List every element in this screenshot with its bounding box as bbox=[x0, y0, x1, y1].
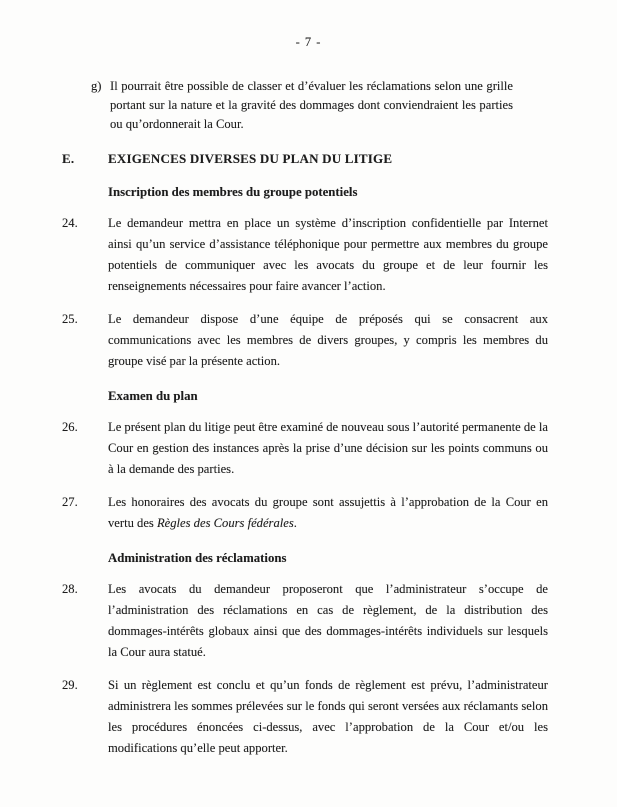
paragraph-27-text-end: . bbox=[293, 516, 297, 530]
paragraph-27-text bbox=[108, 492, 548, 534]
paragraph-24-number: 24. bbox=[62, 216, 78, 230]
subheading-inscription: Inscription des membres du groupe potentiels bbox=[108, 185, 358, 199]
list-item-g-label: g) bbox=[91, 79, 102, 93]
paragraph-28-number: 28. bbox=[62, 582, 78, 596]
paragraph-28 bbox=[62, 579, 548, 663]
paragraph-25-number: 25. bbox=[62, 312, 78, 326]
paragraph-27-text-start: Les honoraires des avocats du groupe sont assujettis à l’approbation de la Cour en vertu des bbox=[108, 495, 548, 530]
section-heading-e bbox=[62, 150, 548, 168]
page-number: - 7 - bbox=[295, 35, 322, 49]
paragraph-27 bbox=[62, 492, 548, 534]
subheading-examen: Examen du plan bbox=[108, 389, 198, 403]
paragraph-29 bbox=[62, 675, 548, 759]
paragraph-26 bbox=[62, 417, 548, 480]
subheading-administration: Administration des réclamations bbox=[108, 551, 287, 565]
paragraph-29-number: 29. bbox=[62, 678, 78, 692]
list-item-g bbox=[91, 77, 513, 134]
list-item-g-text: Il pourrait être possible de classer et d’évaluer les réclamations selon une grille portant sur la nature et la gravité des dommages dont conviendraient les parties ou qu’ordonnerait la Cour. bbox=[110, 79, 513, 131]
paragraph-27-number: 27. bbox=[62, 495, 78, 509]
paragraph-27-italic-citation: Règles des Cours fédérales bbox=[156, 516, 294, 530]
page-content bbox=[0, 77, 617, 759]
paragraph-29-text: Si un règlement est conclu et qu’un fonds de règlement est prévu, l’administrateur administrera les sommes prélevées sur le fonds qui seront versées aux réclamants selon les procédures énoncées ci-dessus, avec l’approbation de la Cour et/ou les modifications qu’elle peut apporter. bbox=[108, 678, 548, 755]
paragraph-26-number: 26. bbox=[62, 420, 78, 434]
paragraph-25 bbox=[62, 309, 548, 372]
paragraph-24-text: Le demandeur mettra en place un système d’inscription confidentielle par Internet ainsi qu’un service d’assistance téléphonique pour permettre aux membres du groupe potentiels de communiquer avec les avocats du groupe et de leur fournir les renseignements nécessaires pour faire avancer l’action. bbox=[108, 216, 548, 293]
section-heading-label: E. bbox=[62, 151, 75, 166]
paragraph-25-text: Le demandeur dispose d’une équipe de préposés qui se consacrent aux communications avec les membres de divers groupes, y compris les membres du groupe visé par la présente action. bbox=[108, 312, 548, 368]
paragraph-28-text: Les avocats du demandeur proposeront que l’administrateur s’occupe de l’administration des réclamations en cas de règlement, de la distribution des dommages-intérêts globaux ainsi que des dommages-intérêts individuels sur lesquels la Cour aura statué. bbox=[108, 582, 548, 659]
paragraph-24 bbox=[62, 213, 548, 297]
section-heading-title: EXIGENCES DIVERSES DU PLAN DU LITIGE bbox=[108, 151, 393, 166]
paragraph-26-text: Le présent plan du litige peut être examiné de nouveau sous l’autorité permanente de la Cour en gestion des instances après la prise d’une décision sur les points communs ou à la demande des parties. bbox=[108, 420, 548, 476]
